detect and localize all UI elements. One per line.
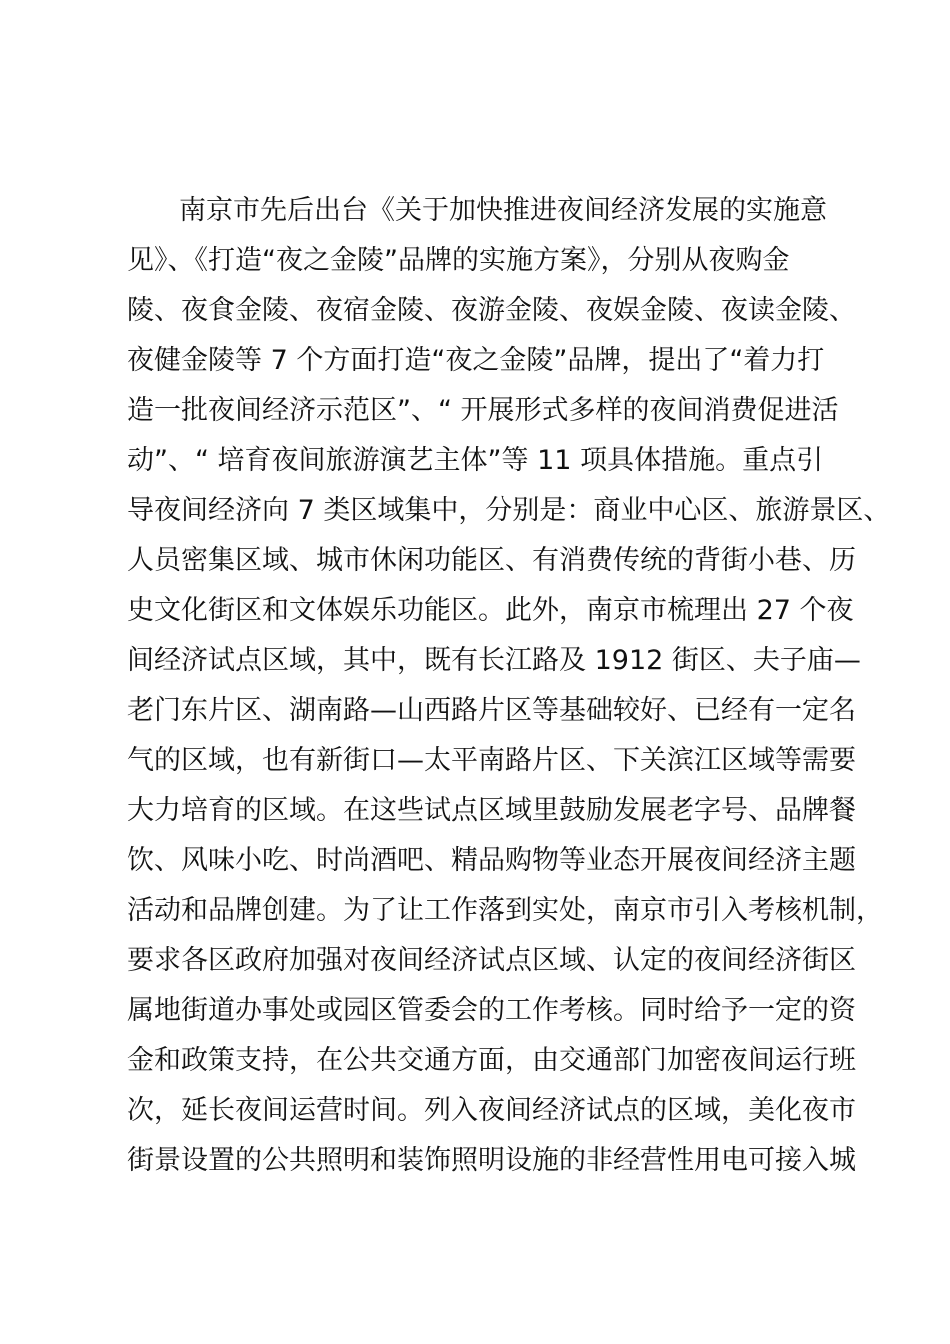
paragraph-line: 次，延长夜间运营时间。列入夜间经济试点的区域，美化夜市 — [127, 1095, 856, 1126]
paragraph-line: 造一批夜间经济示范区”、“ 开展形式多样的夜间消费促进活 — [127, 395, 839, 426]
paragraph-line: 陵、夜食金陵、夜宿金陵、夜游金陵、夜娱金陵、夜读金陵、 — [127, 295, 856, 326]
paragraph-line: 动”、“ 培育夜间旅游演艺主体”等 11 项具体措施。重点引 — [127, 445, 824, 476]
paragraph-line: 夜健金陵等 7 个方面打造“夜之金陵”品牌，提出了“着力打 — [127, 345, 825, 376]
paragraph-line: 老门东片区、湖南路—山西路片区等基础较好、已经有一定名 — [127, 695, 856, 726]
paragraph-line: 见》、《打造“夜之金陵”品牌的实施方案》，分别从夜购金 — [127, 245, 790, 276]
paragraph-line: 金和政策支持，在公共交通方面，由交通部门加密夜间运行班 — [127, 1045, 856, 1076]
body-paragraph — [127, 186, 891, 1186]
paragraph-line: 气的区域，也有新街口—太平南路片区、下关滨江区域等需要 — [127, 745, 856, 776]
paragraph-line: 史文化街区和文体娱乐功能区。此外，南京市梳理出 27 个夜 — [127, 595, 854, 626]
paragraph-line: 活动和品牌创建。为了让工作落到实处，南京市引入考核机制， — [127, 895, 883, 926]
paragraph-line: 间经济试点区域，其中，既有长江路及 1912 街区、夫子庙— — [127, 645, 861, 676]
paragraph-line: 要求各区政府加强对夜间经济试点区域、认定的夜间经济街区 — [127, 945, 856, 976]
paragraph-line: 人员密集区域、城市休闲功能区、有消费传统的背街小巷、历 — [127, 545, 856, 576]
paragraph-line: 饮、风味小吃、时尚酒吧、精品购物等业态开展夜间经济主题 — [127, 845, 856, 876]
paragraph-line: 南京市先后出台《关于加快推进夜间经济发展的实施意 — [179, 195, 827, 226]
paragraph-line: 大力培育的区域。在这些试点区域里鼓励发展老字号、品牌餐 — [127, 795, 856, 826]
paragraph-line: 属地街道办事处或园区管委会的工作考核。同时给予一定的资 — [127, 995, 856, 1026]
paragraph-line: 导夜间经济向 7 类区域集中，分别是：商业中心区、旅游景区、 — [127, 495, 891, 526]
paragraph-line: 街景设置的公共照明和装饰照明设施的非经营性用电可接入城 — [127, 1145, 856, 1176]
